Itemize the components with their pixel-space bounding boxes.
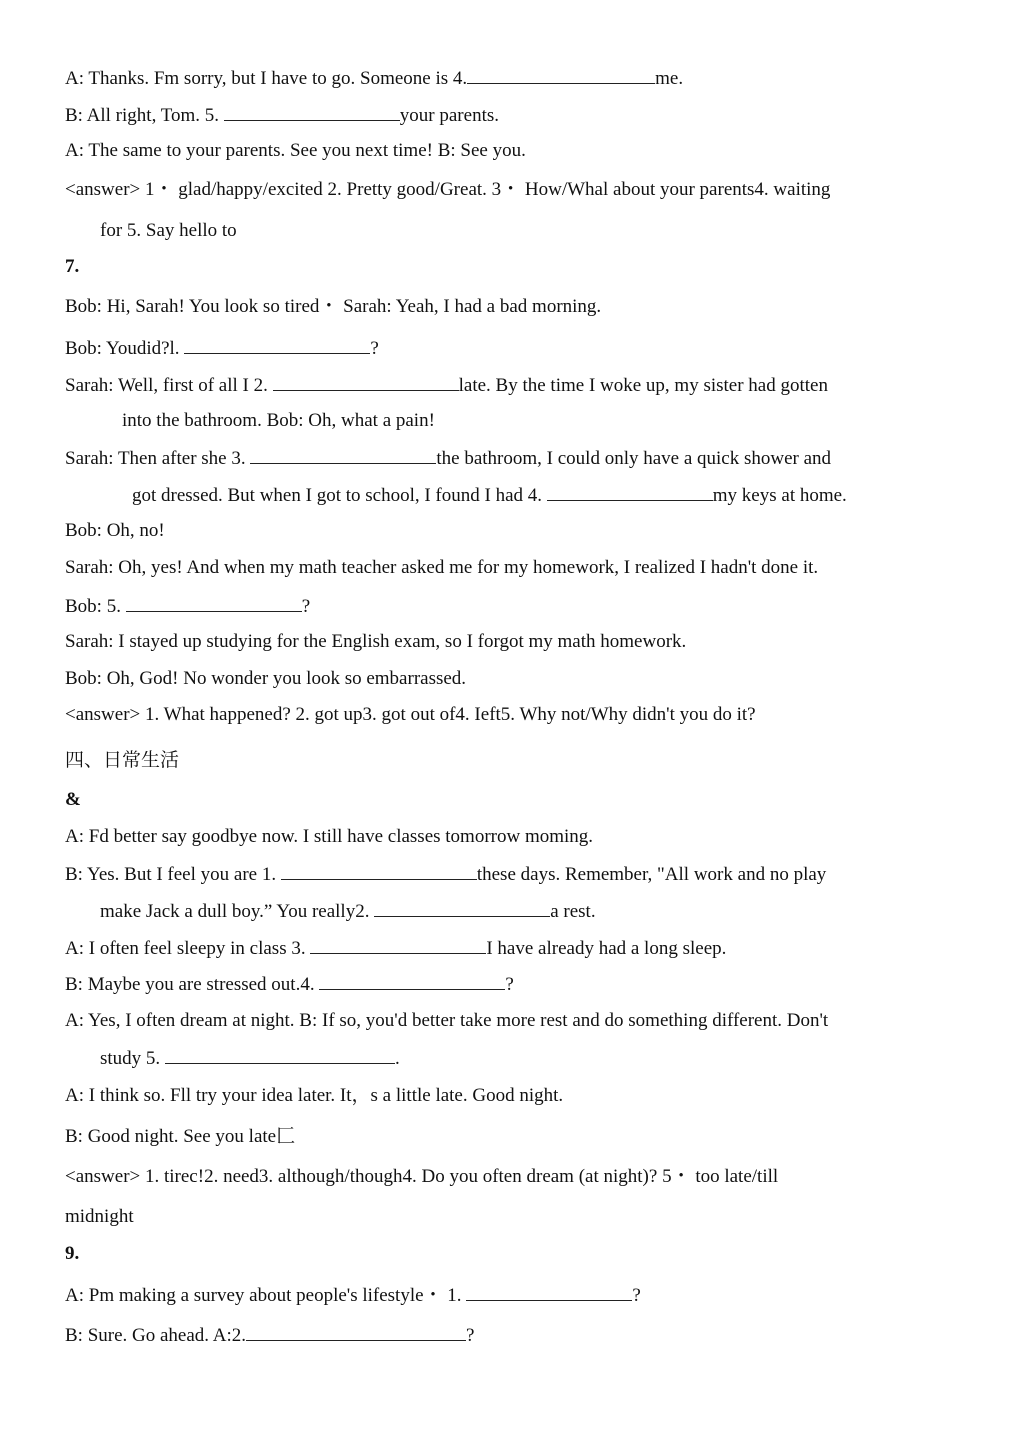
answer-blank[interactable] <box>319 972 505 990</box>
answer-key: <answer> 1・ glad/happy/excited 2. Pretty good/Great. 3・ How/Whal about your parents4. waiting <box>65 179 831 200</box>
dialogue-line <box>65 1323 474 1347</box>
text: A: I often feel sleepy in class 3. <box>65 938 306 959</box>
dialogue-line <box>65 103 499 127</box>
answer-blank[interactable] <box>224 103 400 121</box>
dialogue-line-continued: into the bathroom. Bob: Oh, what a pain! <box>122 410 435 431</box>
dialogue-line <box>65 936 726 960</box>
text: got dressed. But when I got to school, I found I had 4. <box>132 485 543 506</box>
text: me. <box>655 68 684 89</box>
answer-blank[interactable] <box>246 1323 466 1341</box>
text: my keys at home. <box>712 485 847 506</box>
answer-key: <answer> 1. What happened? 2. got up3. got out of4. Ieft5. Why not/Why didn't you do it? <box>65 704 756 725</box>
text: late. By the time I woke up, my sister had gotten <box>458 375 828 396</box>
text: Sarah: Well, first of all I 2. <box>65 375 268 396</box>
text: ? <box>466 1325 475 1346</box>
answer-key-continued: for 5. Say hello to <box>100 220 237 241</box>
text: study 5. <box>100 1048 161 1069</box>
text: ? <box>632 1285 641 1306</box>
dialogue-line <box>65 66 683 90</box>
dialogue-line: Bob: Oh, no! <box>65 520 165 541</box>
dialogue-line: A: I think so. Fll try your idea later. It，s a little late. Good night. <box>65 1085 564 1106</box>
text: your parents. <box>399 105 499 126</box>
answer-blank[interactable] <box>310 936 486 954</box>
section-heading: 四、日常生活 <box>65 750 180 771</box>
dialogue-line-continued <box>100 899 596 923</box>
section-number: & <box>65 789 81 810</box>
text: these days. Remember, "All work and no play <box>476 864 827 885</box>
answer-blank[interactable] <box>467 66 655 84</box>
text: ? <box>301 596 311 617</box>
answer-blank[interactable] <box>547 483 713 501</box>
text: ? <box>505 974 514 995</box>
answer-key: <answer> 1. tirec!2. need3. although/though4. Do you often dream (at night)? 5・ too late/till <box>65 1166 779 1187</box>
section-number: 9. <box>65 1243 80 1264</box>
dialogue-line: A: Yes, I often dream at night. B: If so, you'd better take more rest and do something different. Don't <box>65 1010 829 1031</box>
section-number: 7. <box>65 256 80 277</box>
text: Sarah: Then after she 3. <box>65 448 246 469</box>
answer-blank[interactable] <box>273 373 459 391</box>
dialogue-line: A: The same to your parents. See you next time! B: See you. <box>65 140 526 161</box>
dialogue-line-continued <box>132 483 847 507</box>
dialogue-line: Bob: Oh, God! No wonder you look so embarrassed. <box>65 668 467 689</box>
dialogue-line <box>65 446 831 470</box>
answer-blank[interactable] <box>281 862 477 880</box>
dialogue-line: B: Good night. See you late匚 <box>65 1126 296 1147</box>
dialogue-line: Bob: Hi, Sarah! You look so tired・ Sarah: Yeah, I had a bad morning. <box>65 296 602 317</box>
text: I have already had a long sleep. <box>486 938 727 959</box>
answer-blank[interactable] <box>250 446 436 464</box>
dialogue-line <box>65 1283 641 1307</box>
dialogue-line <box>65 862 826 886</box>
answer-blank[interactable] <box>184 336 370 354</box>
dialogue-line <box>65 594 310 618</box>
answer-blank[interactable] <box>165 1046 395 1064</box>
text: A: Thanks. Fm sorry, but I have to go. Someone is 4. <box>65 68 468 89</box>
dialogue-line <box>65 373 828 397</box>
answer-blank[interactable] <box>126 594 302 612</box>
answer-key-continued: midnight <box>65 1206 134 1227</box>
text: B: Maybe you are stressed out.4. <box>65 974 315 995</box>
text: a rest. <box>550 901 596 922</box>
text: Bob: 5. <box>65 596 121 617</box>
text: the bathroom, I could only have a quick shower and <box>436 448 832 469</box>
answer-blank[interactable] <box>466 1283 632 1301</box>
text: Bob: Youdid?l. <box>65 338 180 359</box>
dialogue-line <box>65 336 379 360</box>
dialogue-line: A: Fd better say goodbye now. I still have classes tomorrow moming. <box>65 826 594 847</box>
text: A: Pm making a survey about people's lifestyle・ 1. <box>65 1285 462 1306</box>
text: B: Yes. But I feel you are 1. <box>65 864 277 885</box>
text: B: Sure. Go ahead. A:2. <box>65 1325 247 1346</box>
text: ? <box>370 338 379 359</box>
dialogue-line: Sarah: Oh, yes! And when my math teacher asked me for my homework, I realized I hadn't done it. <box>65 557 819 578</box>
dialogue-line-continued <box>100 1046 400 1070</box>
text: . <box>394 1048 400 1069</box>
answer-blank[interactable] <box>374 899 550 917</box>
dialogue-line <box>65 972 514 996</box>
text: make Jack a dull boy.” You really2. <box>100 901 370 922</box>
text: B: All right, Tom. 5. <box>65 105 220 126</box>
dialogue-line: Sarah: I stayed up studying for the English exam, so I forgot my math homework. <box>65 631 687 652</box>
